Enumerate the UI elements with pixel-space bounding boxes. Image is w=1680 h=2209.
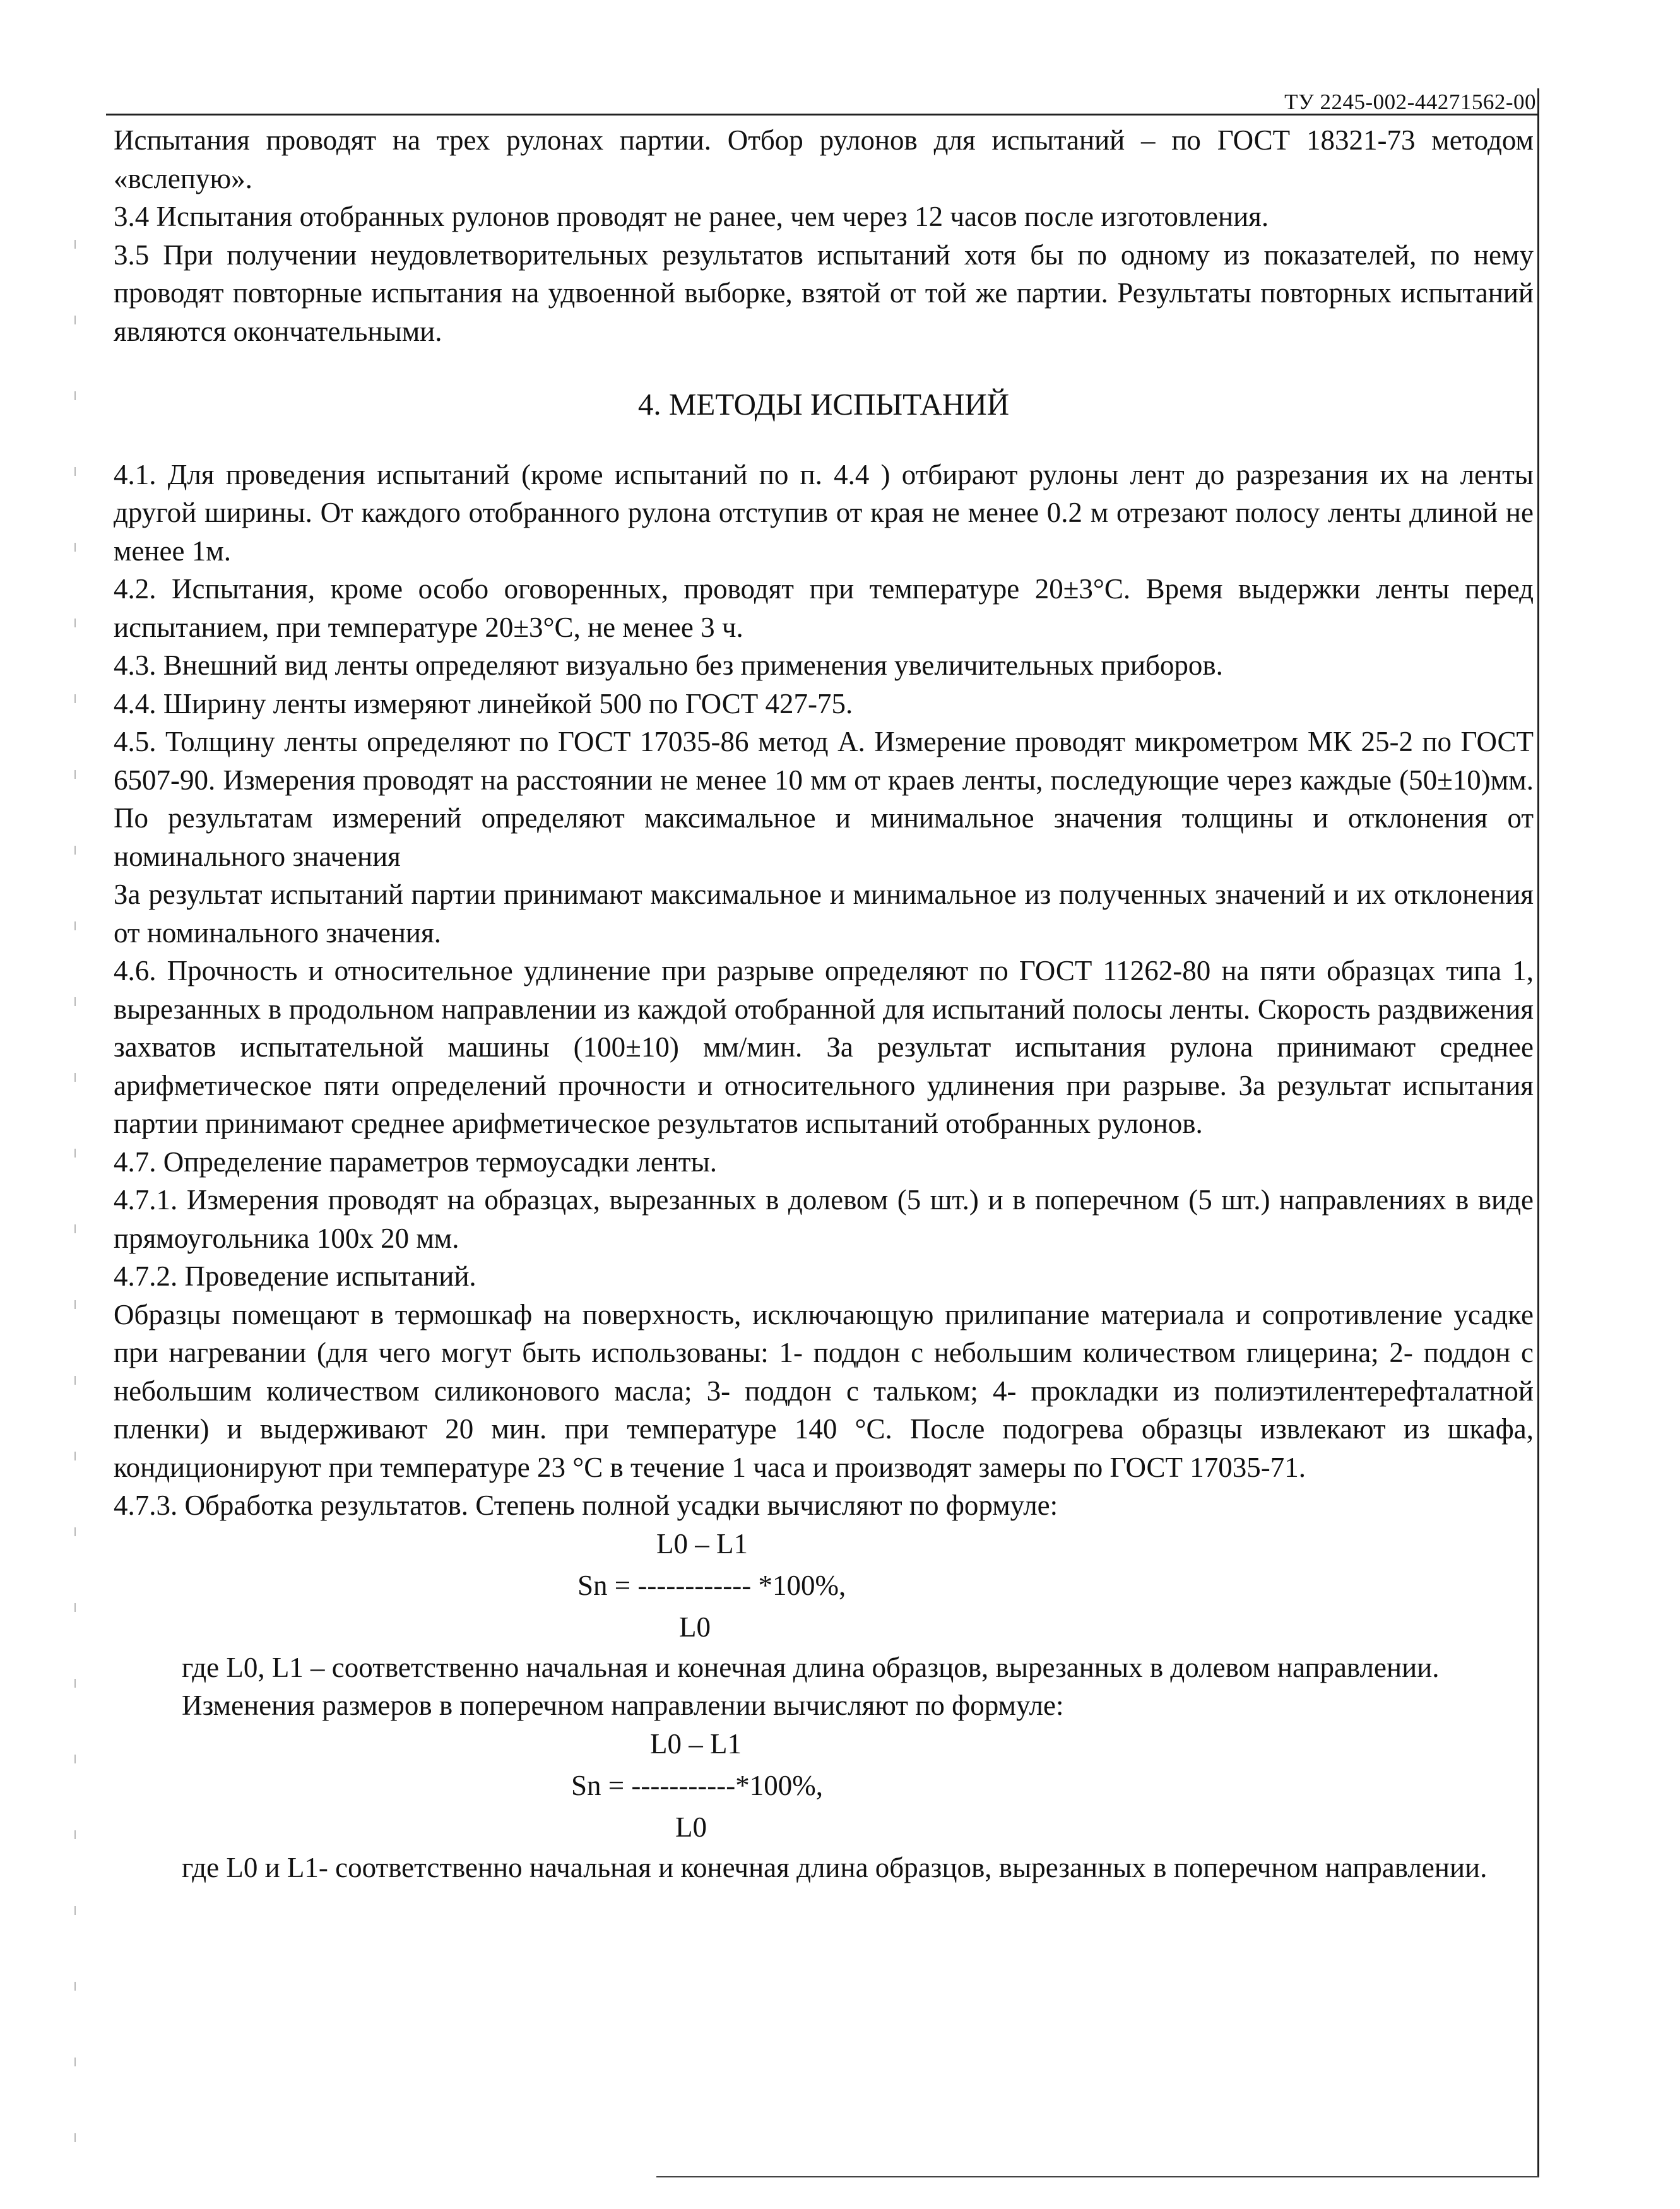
paragraph-4-5: 4.5. Толщину ленты определяют по ГОСТ 17035-86 метод А. Измерение проводят микрометром МК 25-2 по ГОСТ 6507-90. Измерения проводят на расстоянии не менее 10 мм от краев ленты, последующие через каждые (50±10)мм. По результатам измерений определяют максимальное и минимальное значения толщины и отклонения от номинального значения [114,726,1534,872]
paragraph-4-3: 4.3. Внешний вид ленты определяют визуально без применения увеличительных приборов. [114,649,1223,681]
paragraph-4-2: 4.2. Испытания, кроме особо оговоренных, проводят при температуре 20±3°С. Время выдержки ленты перед испытанием, при температуре 20±3°С, не менее 3 ч. [114,573,1534,643]
formula-2-numerator: L0 – L1 [650,1727,742,1760]
formula-1-note: где L0, L1 – соответственно начальная и конечная длина образцов, вырезанных в долевом направлении. [182,1651,1440,1683]
binding-margin-marks [74,240,76,2165]
page-content [114,121,1534,1886]
paragraph-4-7-3: 4.7.3. Обработка результатов. Степень полной усадки вычисляют по формуле: [114,1489,1058,1521]
formula-1-denominator: L0 [679,1611,711,1643]
paragraph-4-5-result: За результат испытаний партии принимают максимальное и минимальное из полученных значений и их отклонения от номинального значения. [114,879,1534,949]
paragraph-4-7-1: 4.7.1. Измерения проводят на образцах, вырезанных в долевом (5 шт.) и в поперечном (5 шт.) направлениях в виде прямоугольника 100х 20 мм. [114,1184,1534,1254]
formula-2-equation: Sn = -----------*100%, [571,1769,823,1801]
formula-transverse [114,1725,1534,1849]
document-code: ТУ 2245-002-44271562-00 [1284,90,1536,114]
formula-1-numerator: L0 – L1 [656,1527,748,1560]
paragraph-4-4: 4.4. Ширину ленты измеряют линейкой 500 по ГОСТ 427-75. [114,687,853,720]
paragraph-4-7: 4.7. Определение параметров термоусадки ленты. [114,1146,718,1178]
paragraph-4-7-2: 4.7.2. Проведение испытаний. [114,1260,476,1292]
paragraph-4-1: 4.1. Для проведения испытаний (кроме испытаний по п. 4.4 ) отбирают рулоны лент до разрезания их на ленты другой ширины. От каждого отобранного рулона отступив от края не менее 0.2 м отрезают полосу ленты длиной не менее 1м. [114,458,1534,567]
frame-right-line [1537,88,1539,2177]
intro-paragraph-2: 3.4 Испытания отобранных рулонов проводят не ранее, чем через 12 часов после изготовления. [114,201,1269,232]
paragraph-4-7-2-body: Образцы помещают в термошкаф на поверхность, исключающую прилипание материала и сопротивление усадке при нагревании (для чего могут быть использованы: 1- поддон с небольшим количеством глицерина; 2- поддон с небольшим количеством силиконового масла; 3- поддон с тальком; 4- прокладки из полиэтилентерефталатной пленки) и выдерживают 20 мин. при температуре 140 °С. После подогрева образцы извлекают из шкафа, кондиционируют при температуре 23 °С в течение 1 часа и производят замеры по ГОСТ 17035-71. [114,1298,1534,1483]
transverse-intro: Изменения размеров в поперечном направлении вычисляют по формуле: [182,1690,1064,1721]
paragraph-4-6: 4.6. Прочность и относительное удлинение при разрыве определяют по ГОСТ 11262-80 на пяти образцах типа 1, вырезанных в продольном направлении из каждой отобранной для испытаний полосы ленты. Скорость раздвижения захватов испытательной машины (100±10) мм/мин. За результат испытания рулона принимают среднее арифметическое пяти определений прочности и относительного удлинения при разрыве. За результат испытания партии принимают среднее арифметическое результатов испытаний отобранных рулонов. [114,955,1534,1139]
formula-2-note: где L0 и L1- соответственно начальная и конечная длина образцов, вырезанных в поперечном направлении. [182,1851,1488,1883]
formula-1-equation: Sn = ------------ *100%, [577,1569,846,1601]
section-title: 4. МЕТОДЫ ИСПЫТАНИЙ [637,387,1010,422]
formula-2-denominator: L0 [675,1811,707,1843]
intro-paragraph-3: 3.5 При получении неудовлетворительных результатов испытаний хотя бы по одному из показателей, по нему проводят повторные испытания на удвоенной выборке, взятой от той же партии. Результаты повторных испытаний являются окончательными. [114,239,1534,347]
intro-paragraph-1: Испытания проводят на трех рулонах партии. Отбор рулонов для испытаний – по ГОСТ 18321-73 методом «вслепую». [114,124,1534,194]
frame-bottom-line [656,2176,1539,2177]
formula-longitudinal [114,1525,1534,1649]
